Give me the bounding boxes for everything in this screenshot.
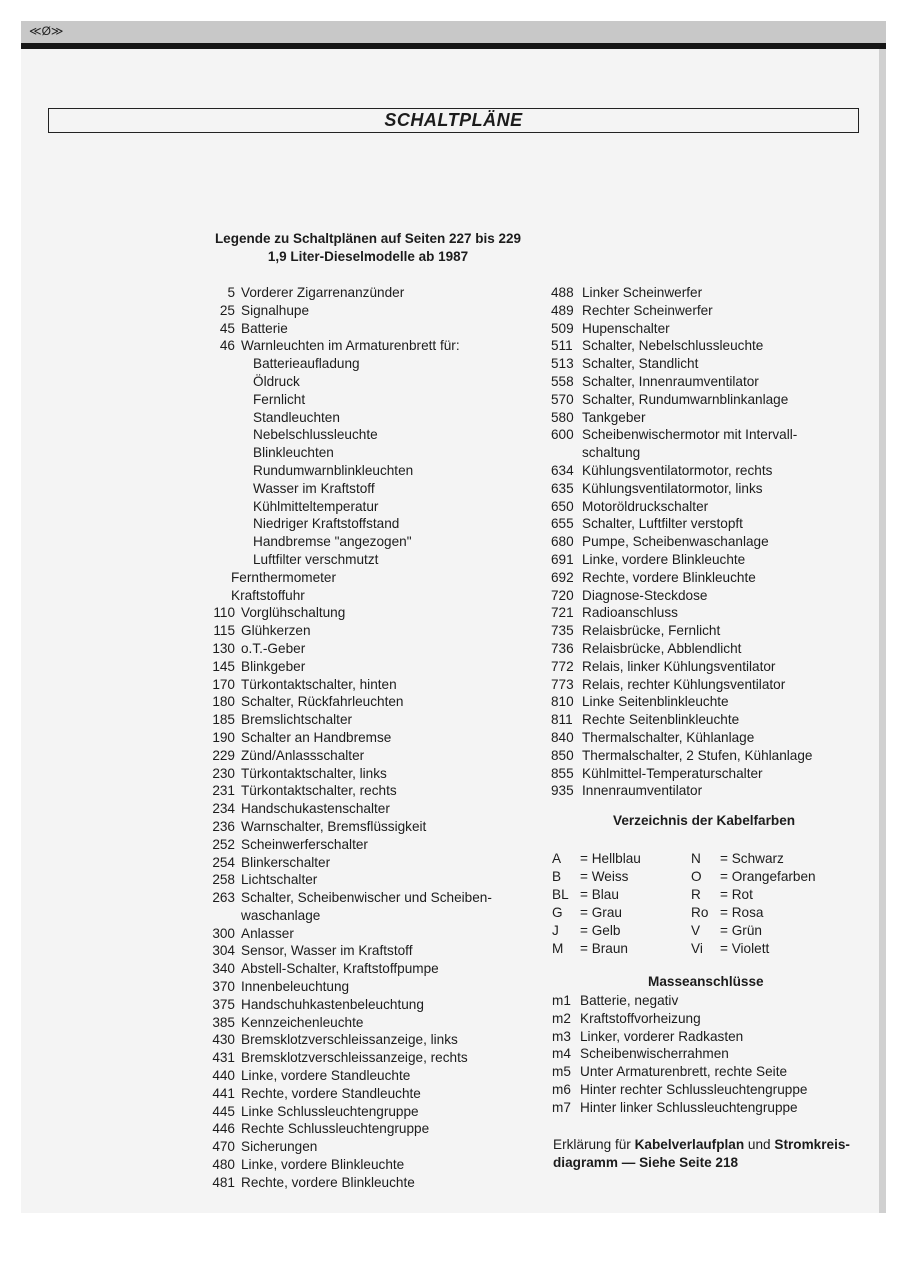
legend-item-label: Schalter, Luftfilter verstopft bbox=[582, 516, 743, 532]
cable-color-name: = Grau bbox=[580, 905, 622, 920]
legend-item-number: 481 bbox=[212, 1174, 235, 1190]
legend-item-label: Kühlungsventilatormotor, rechts bbox=[582, 462, 773, 478]
legend-item-number: 935 bbox=[551, 783, 574, 799]
legend-item bbox=[551, 658, 851, 676]
legend-item-number: 185 bbox=[212, 712, 235, 728]
legend-item bbox=[551, 302, 851, 320]
legend-item bbox=[205, 960, 535, 978]
legend-item-number: 650 bbox=[551, 498, 574, 514]
legend-item-label: Luftfilter verschmutzt bbox=[253, 551, 379, 567]
legend-item bbox=[551, 533, 851, 551]
legend-item-number: 480 bbox=[212, 1157, 235, 1173]
cable-color-code: BL bbox=[552, 887, 569, 902]
legend-item bbox=[205, 587, 535, 605]
legend-item bbox=[205, 782, 535, 800]
legend-item-label: Rechte, vordere Standleuchte bbox=[241, 1085, 421, 1101]
cable-color-code: Ro bbox=[691, 905, 709, 920]
legend-item-label: Innenbeleuchtung bbox=[241, 979, 350, 995]
legend-item bbox=[205, 818, 535, 836]
legend-item-number: 5 bbox=[227, 285, 235, 300]
legend-item-number: 570 bbox=[551, 391, 574, 407]
legend-item bbox=[551, 462, 851, 480]
legend-item-number: 340 bbox=[212, 961, 235, 977]
legend-item-label: Linke, vordere Standleuchte bbox=[241, 1068, 411, 1084]
legend-item bbox=[205, 498, 535, 516]
legend-item-number: 375 bbox=[212, 996, 235, 1012]
legend-item bbox=[205, 907, 535, 925]
legend-item bbox=[205, 854, 535, 872]
legend-item-label: Linke, vordere Blinkleuchte bbox=[582, 551, 746, 567]
legend-item-number: 513 bbox=[551, 356, 574, 372]
legend-item-label: Türkontaktschalter, rechts bbox=[241, 783, 397, 799]
note-bold-1: Kabelverlaufplan bbox=[634, 1137, 745, 1152]
ground-label: Scheibenwischerrahmen bbox=[580, 1046, 729, 1062]
legend-item-label: Relaisbrücke, Fernlicht bbox=[582, 623, 721, 639]
legend-item-number: 655 bbox=[551, 516, 574, 532]
legend-item bbox=[205, 747, 535, 765]
legend-item-label: Glühkerzen bbox=[241, 623, 311, 639]
legend-item-label: Relais, rechter Kühlungsventilator bbox=[582, 676, 786, 692]
legend-item-label: Zünd/Anlassschalter bbox=[241, 747, 365, 763]
legend-item bbox=[205, 302, 535, 320]
cable-color-code: M bbox=[552, 941, 564, 956]
legend-item bbox=[205, 925, 535, 943]
legend-item-label: Rechte, vordere Blinkleuchte bbox=[582, 569, 756, 585]
legend-item-number: 46 bbox=[219, 338, 235, 354]
legend-item-label: Innenraumventilator bbox=[582, 783, 703, 799]
legend-item bbox=[205, 462, 535, 480]
cable-color-name: = Schwarz bbox=[720, 851, 784, 866]
legend-item bbox=[551, 551, 851, 569]
legend-item bbox=[551, 284, 851, 302]
legend-item bbox=[551, 480, 851, 498]
ground-label: Kraftstoffvorheizung bbox=[580, 1010, 701, 1026]
legend-item-label: Rundumwarnblinkleuchten bbox=[253, 462, 414, 478]
ground-code: m3 bbox=[552, 1028, 571, 1044]
cable-color-code: G bbox=[552, 905, 563, 920]
ground-label: Batterie, negativ bbox=[580, 993, 679, 1008]
legend-item-number: 773 bbox=[551, 676, 574, 692]
legend-item-number: 446 bbox=[212, 1121, 235, 1137]
legend-item bbox=[205, 996, 535, 1014]
ground-label: Linker, vorderer Radkasten bbox=[580, 1028, 744, 1044]
legend-item-number: 25 bbox=[219, 302, 235, 318]
legend-item-label: Fernthermometer bbox=[231, 569, 337, 585]
legend-item-number: 110 bbox=[213, 605, 235, 621]
legend-item-number: 580 bbox=[551, 409, 574, 425]
legend-item-label: Pumpe, Scheibenwaschanlage bbox=[582, 534, 769, 550]
legend-left-column bbox=[205, 284, 535, 1192]
legend-item-number: 170 bbox=[212, 676, 235, 692]
legend-item-label: Warnschalter, Bremsflüssigkeit bbox=[241, 818, 427, 834]
legend-item-label: Schalter, Rundumwarnblinkanlage bbox=[582, 391, 789, 407]
ground-code: m5 bbox=[552, 1064, 571, 1080]
legend-item bbox=[205, 978, 535, 996]
legend-item-label: Niedriger Kraftstoffstand bbox=[253, 516, 400, 532]
legend-item-label: Relaisbrücke, Abblendlicht bbox=[582, 640, 742, 656]
legend-item-label: Handschukastenschalter bbox=[241, 801, 390, 817]
legend-item-number: 252 bbox=[212, 836, 235, 852]
legend-item bbox=[551, 444, 851, 462]
legend-item-label: Öldruck bbox=[253, 373, 300, 389]
cable-color-name: = Braun bbox=[580, 941, 628, 956]
legend-item-number: 811 bbox=[551, 712, 573, 728]
legend-item-label: Radioanschluss bbox=[582, 605, 678, 621]
legend-item bbox=[205, 373, 535, 391]
cable-colors-heading: Verzeichnis der Kabelfarben bbox=[613, 813, 796, 828]
legend-item-number: 440 bbox=[212, 1068, 235, 1084]
legend-item bbox=[551, 604, 851, 622]
legend-item-number: 680 bbox=[551, 534, 574, 550]
legend-item-label: Motoröldruckschalter bbox=[582, 498, 709, 514]
legend-item-number: 263 bbox=[212, 890, 235, 906]
legend-item-number: 850 bbox=[551, 747, 574, 763]
legend-item bbox=[205, 480, 535, 498]
legend-item bbox=[551, 765, 851, 783]
legend-item-number: 430 bbox=[212, 1032, 235, 1048]
page-title: SCHALTPLÄNE bbox=[48, 108, 859, 133]
legend-item-number: 692 bbox=[551, 569, 574, 585]
legend-item bbox=[205, 533, 535, 551]
note-bold-2: Stromkreis- bbox=[774, 1137, 850, 1152]
legend-item-label: Fernlicht bbox=[253, 391, 306, 407]
legend-item-label: Schalter, Innenraumventilator bbox=[582, 373, 759, 389]
cable-color-name: = Rosa bbox=[720, 905, 764, 920]
legend-item bbox=[551, 711, 851, 729]
legend-item-label: Schalter, Nebelschlussleuchte bbox=[582, 338, 764, 354]
legend-item bbox=[205, 942, 535, 960]
legend-item bbox=[205, 1138, 535, 1156]
legend-item bbox=[205, 337, 535, 355]
legend-item-label: Vorglühschaltung bbox=[241, 605, 346, 621]
legend-item bbox=[205, 284, 535, 302]
legend-item-label: Türkontaktschalter, hinten bbox=[241, 676, 397, 692]
legend-item-label: Schalter, Rückfahrleuchten bbox=[241, 694, 404, 710]
legend-item-label: Türkontaktschalter, links bbox=[241, 765, 387, 781]
legend-item-number: 145 bbox=[212, 658, 235, 674]
ground-label: Hinter rechter Schlussleuchtengruppe bbox=[580, 1081, 808, 1097]
legend-item-label: Nebelschlussleuchte bbox=[253, 427, 378, 443]
legend-item-number: 511 bbox=[551, 338, 573, 354]
legend-item-label: Kühlmittel-Temperaturschalter bbox=[582, 765, 763, 781]
ground-label: Hinter linker Schlussleuchtengruppe bbox=[580, 1099, 798, 1115]
legend-item-label: Kraftstoffuhr bbox=[231, 587, 305, 603]
legend-item-label: Anlasser bbox=[241, 925, 294, 941]
legend-item-label: Warnleuchten im Armaturenbrett für: bbox=[241, 338, 460, 354]
cable-color-name: = Rot bbox=[720, 887, 753, 902]
legend-item bbox=[205, 622, 535, 640]
legend-item bbox=[205, 765, 535, 783]
legend-item-number: 810 bbox=[551, 694, 574, 710]
legend-item-number: 254 bbox=[212, 854, 235, 870]
legend-item bbox=[205, 515, 535, 533]
legend-item-label: Blinkleuchten bbox=[253, 445, 334, 461]
legend-right-column bbox=[551, 284, 851, 800]
legend-item-number: 370 bbox=[212, 979, 235, 995]
cable-color-name: = Gelb bbox=[580, 923, 621, 938]
legend-item-label: Scheinwerferschalter bbox=[241, 836, 368, 852]
legend-item-label: schaltung bbox=[582, 445, 641, 461]
legend-item bbox=[205, 1067, 535, 1085]
legend-item-number: 635 bbox=[551, 480, 574, 496]
legend-item-number: 190 bbox=[212, 729, 235, 745]
cable-color-name: = Violett bbox=[720, 941, 770, 956]
legend-item-label: Standleuchten bbox=[253, 409, 340, 425]
cable-color-code: V bbox=[691, 923, 701, 938]
legend-item bbox=[205, 729, 535, 747]
legend-item bbox=[551, 569, 851, 587]
legend-item bbox=[205, 444, 535, 462]
ground-label: Unter Armaturenbrett, rechte Seite bbox=[580, 1064, 788, 1080]
legend-item bbox=[205, 426, 535, 444]
cable-color-name: = Hellblau bbox=[580, 851, 641, 866]
ground-heading: Masseanschlüsse bbox=[648, 974, 764, 989]
legend-item-number: 230 bbox=[212, 765, 235, 781]
cable-color-name: = Weiss bbox=[580, 869, 629, 884]
legend-item-label: Batterie bbox=[241, 320, 288, 336]
legend-item-number: 509 bbox=[551, 320, 574, 336]
cable-color-code: N bbox=[691, 851, 701, 866]
legend-item bbox=[205, 320, 535, 338]
legend-item bbox=[551, 515, 851, 533]
legend-item bbox=[551, 747, 851, 765]
legend-item-number: 772 bbox=[551, 658, 574, 674]
legend-item-label: Rechter Scheinwerfer bbox=[582, 302, 713, 318]
legend-item-number: 558 bbox=[551, 373, 574, 389]
legend-item-label: Tankgeber bbox=[582, 409, 646, 425]
cable-color-code: Vi bbox=[691, 941, 703, 956]
legend-item-number: 258 bbox=[212, 872, 235, 888]
legend-item-label: Abstell-Schalter, Kraftstoffpumpe bbox=[241, 961, 439, 977]
legend-item-label: Linke Schlussleuchtengruppe bbox=[241, 1103, 419, 1119]
legend-item-label: Thermalschalter, 2 Stufen, Kühlanlage bbox=[582, 747, 813, 763]
legend-item bbox=[205, 640, 535, 658]
legend-item-label: Lichtschalter bbox=[241, 872, 318, 888]
legend-item bbox=[205, 355, 535, 373]
legend-item-label: Kennzeichenleuchte bbox=[241, 1014, 364, 1030]
legend-item bbox=[205, 836, 535, 854]
ground-code: m2 bbox=[552, 1010, 571, 1026]
legend-item bbox=[551, 373, 851, 391]
legend-item bbox=[551, 782, 851, 800]
legend-item-number: 180 bbox=[212, 694, 235, 710]
ground-code: m1 bbox=[552, 993, 571, 1008]
cable-color-code: R bbox=[691, 887, 701, 902]
note-bold-3: diagramm — Siehe Seite 218 bbox=[553, 1155, 739, 1170]
ground-code: m6 bbox=[552, 1081, 571, 1097]
legend-item-number: 855 bbox=[551, 765, 574, 781]
legend-item-label: Vorderer Zigarrenanzünder bbox=[241, 285, 405, 300]
legend-item bbox=[551, 622, 851, 640]
legend-item-label: Kühlungsventilatormotor, links bbox=[582, 480, 763, 496]
legend-item-number: 115 bbox=[213, 623, 235, 639]
cable-color-name: = Orangefarben bbox=[720, 869, 816, 884]
cable-color-code: J bbox=[552, 923, 559, 938]
legend-item-number: 385 bbox=[212, 1014, 235, 1030]
legend-item bbox=[205, 1174, 535, 1192]
cable-color-code: B bbox=[552, 869, 562, 884]
legend-item-number: 234 bbox=[212, 801, 235, 817]
legend-item-number: 634 bbox=[551, 462, 574, 478]
scan-top-bar bbox=[21, 21, 886, 43]
legend-heading-line2: 1,9 Liter-Dieselmodelle ab 1987 bbox=[267, 249, 469, 264]
legend-item-label: Schalter, Scheibenwischer und Scheiben- bbox=[241, 890, 492, 906]
legend-item-label: Rechte, vordere Blinkleuchte bbox=[241, 1174, 415, 1190]
legend-item-number: 130 bbox=[212, 640, 235, 656]
logo-icon: ≪Ø≫ bbox=[29, 24, 64, 38]
legend-item-label: Bremslichtschalter bbox=[241, 712, 353, 728]
legend-item-label: Diagnose-Steckdose bbox=[582, 587, 708, 603]
legend-item bbox=[205, 391, 535, 409]
ground-code: m4 bbox=[552, 1046, 571, 1062]
legend-item-label: Schalter an Handbremse bbox=[241, 729, 392, 745]
legend-item bbox=[205, 693, 535, 711]
legend-item-number: 840 bbox=[551, 729, 574, 745]
legend-item-label: waschanlage bbox=[241, 907, 321, 923]
legend-item-label: Relais, linker Kühlungsventilator bbox=[582, 658, 776, 674]
legend-item bbox=[205, 409, 535, 427]
legend-item-number: 736 bbox=[551, 640, 574, 656]
legend-item-number: 231 bbox=[212, 783, 235, 799]
legend-item bbox=[205, 658, 535, 676]
legend-item-label: Blinkgeber bbox=[241, 658, 306, 674]
legend-item bbox=[551, 693, 851, 711]
reference-note bbox=[553, 1136, 853, 1172]
legend-item bbox=[205, 569, 535, 587]
legend-item bbox=[205, 1031, 535, 1049]
legend-item-label: Rechte Seitenblinkleuchte bbox=[582, 712, 740, 728]
legend-item bbox=[205, 551, 535, 569]
legend-item-label: Linke Seitenblinkleuchte bbox=[582, 694, 729, 710]
legend-item-number: 445 bbox=[212, 1103, 235, 1119]
legend-item bbox=[205, 1156, 535, 1174]
legend-item-number: 600 bbox=[551, 427, 574, 443]
legend-item bbox=[205, 1014, 535, 1032]
legend-item bbox=[551, 337, 851, 355]
legend-item-label: Schalter, Standlicht bbox=[582, 356, 699, 372]
legend-item bbox=[205, 889, 535, 907]
legend-item-number: 489 bbox=[551, 302, 574, 318]
legend-item bbox=[551, 409, 851, 427]
legend-item bbox=[205, 1049, 535, 1067]
legend-item bbox=[205, 711, 535, 729]
legend-item-number: 720 bbox=[551, 587, 574, 603]
cable-color-code: A bbox=[552, 851, 562, 866]
legend-item bbox=[551, 355, 851, 373]
legend-item bbox=[551, 676, 851, 694]
legend-item-number: 45 bbox=[219, 320, 235, 336]
legend-item-number: 300 bbox=[212, 925, 235, 941]
legend-item bbox=[205, 1103, 535, 1121]
legend-item-number: 691 bbox=[551, 551, 574, 567]
legend-item bbox=[205, 1085, 535, 1103]
legend-item-label: Handbremse "angezogen" bbox=[253, 534, 412, 550]
legend-item-label: Kühlmitteltemperatur bbox=[253, 498, 379, 514]
legend-item-label: Sensor, Wasser im Kraftstoff bbox=[241, 943, 413, 959]
legend-item-number: 735 bbox=[551, 623, 574, 639]
legend-item-label: Batterieaufladung bbox=[253, 356, 360, 372]
legend-item-number: 441 bbox=[212, 1085, 235, 1101]
ground-code: m7 bbox=[552, 1099, 571, 1115]
legend-item-number: 236 bbox=[212, 818, 235, 834]
legend-item bbox=[551, 729, 851, 747]
legend-item-label: Scheibenwischermotor mit Intervall- bbox=[582, 427, 798, 443]
legend-item bbox=[551, 320, 851, 338]
legend-item-label: Handschuhkastenbeleuchtung bbox=[241, 996, 424, 1012]
legend-item bbox=[205, 1120, 535, 1138]
legend-item-number: 470 bbox=[212, 1139, 235, 1155]
note-pre: Erklärung für bbox=[553, 1137, 635, 1152]
legend-item-label: Wasser im Kraftstoff bbox=[253, 480, 375, 496]
legend-heading-line1: Legende zu Schaltplänen auf Seiten 227 bis 229 bbox=[214, 231, 522, 246]
legend-item-label: Bremsklotzverschleissanzeige, rechts bbox=[241, 1050, 468, 1066]
cable-color-name: = Blau bbox=[580, 887, 619, 902]
legend-item-number: 229 bbox=[212, 747, 235, 763]
note-mid: und bbox=[744, 1137, 775, 1152]
legend-item bbox=[551, 426, 851, 444]
legend-item-label: Rechte Schlussleuchtengruppe bbox=[241, 1121, 430, 1137]
legend-item bbox=[551, 587, 851, 605]
legend-item bbox=[551, 498, 851, 516]
legend-item-number: 304 bbox=[212, 943, 235, 959]
legend-item-label: Bremsklotzverschleissanzeige, links bbox=[241, 1032, 458, 1048]
legend-item-number: 721 bbox=[551, 605, 574, 621]
legend-item-label: o.T.-Geber bbox=[241, 640, 306, 656]
cable-color-name: = Grün bbox=[720, 923, 762, 938]
legend-item-number: 431 bbox=[212, 1050, 235, 1066]
legend-item-number: 488 bbox=[551, 285, 574, 300]
legend-item-label: Blinkerschalter bbox=[241, 854, 331, 870]
legend-item-label: Thermalschalter, Kühlanlage bbox=[582, 729, 755, 745]
legend-item-label: Signalhupe bbox=[241, 302, 310, 318]
legend-item-label: Sicherungen bbox=[241, 1139, 318, 1155]
legend-item-label: Hupenschalter bbox=[582, 320, 670, 336]
legend-item bbox=[205, 676, 535, 694]
legend-item bbox=[551, 391, 851, 409]
legend-item bbox=[551, 640, 851, 658]
legend-item bbox=[205, 604, 535, 622]
legend-item bbox=[205, 800, 535, 818]
cable-color-code: O bbox=[691, 869, 702, 884]
legend-item-label: Linke, vordere Blinkleuchte bbox=[241, 1157, 405, 1173]
page-right-edge bbox=[879, 49, 886, 1213]
legend-item-label: Linker Scheinwerfer bbox=[582, 285, 703, 300]
legend-item bbox=[205, 871, 535, 889]
